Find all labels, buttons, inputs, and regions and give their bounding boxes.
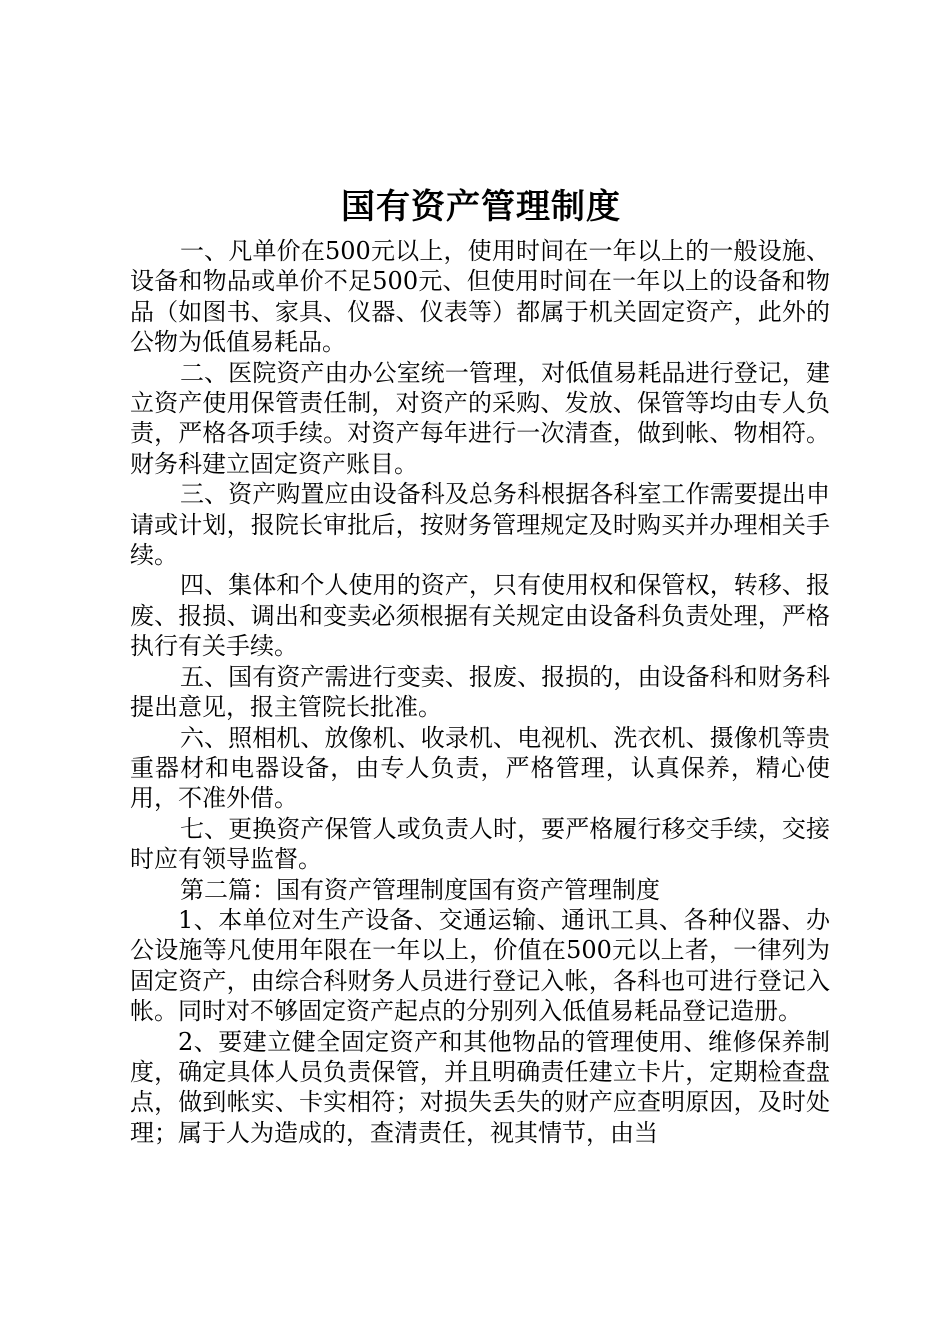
paragraph-6: 六、照相机、放像机、收录机、电视机、洗衣机、摄像机等贵重器材和电器设备，由专人负责，严格管理，认真保养，精心使用，不准外借。 — [130, 723, 830, 813]
paragraph-3: 三、资产购置应由设备科及总务科根据各科室工作需要提出申请或计划，报院长审批后，按财务管理规定及时购买并办理相关手续。 — [130, 480, 830, 570]
paragraph-5: 五、国有资产需进行变卖、报废、报损的，由设备科和财务科提出意见，报主管院长批准。 — [130, 662, 830, 722]
section-heading-part-two: 第二篇：国有资产管理制度国有资产管理制度 — [180, 875, 660, 904]
paragraph-10: 2、要建立健全固定资产和其他物品的管理使用、维修保养制度，确定具体人员负责保管，并且明确责任建立卡片，定期检查盘点，做到帐实、卡实相符；对损失丢失的财产应查明原因，及时处理；属于人为造成的，查清责任，视其情节，由当 — [130, 1027, 830, 1147]
paragraph-4: 四、集体和个人使用的资产，只有使用权和保管权，转移、报废、报损、调出和变卖必须根据有关规定由设备科负责处理，严格执行有关手续。 — [130, 571, 830, 661]
document-title: 国有资产管理制度 — [341, 187, 621, 227]
paragraph-2: 二、医院资产由办公室统一管理，对低值易耗品进行登记，建立资产使用保管责任制，对资产的采购、发放、保管等均由专人负责，严格各项手续。对资产每年进行一次清查，做到帐、物相符。财务科建立固定资产账目。 — [130, 358, 830, 478]
paragraph-9: 1、本单位对生产设备、交通运输、通讯工具、各种仪器、办公设施等凡使用年限在一年以上，价值在500元以上者，一律列为固定资产，由综合科财务人员进行登记入帐，各科也可进行登记入帐。同时对不够固定资产起点的分别列入低值易耗品登记造册。 — [130, 905, 830, 1026]
paragraph-7: 七、更换资产保管人或负责人时，要严格履行移交手续，交接时应有领导监督。 — [130, 814, 830, 874]
paragraph-1: 一、凡单价在500元以上，使用时间在一年以上的一般设施、设备和物品或单价不足500元、但使用时间在一年以上的设备和物品（如图书、家具、仪器、仪表等）都属于机关固定资产，此外的公物为低值易耗品。 — [130, 237, 830, 357]
document-body — [130, 236, 830, 1148]
